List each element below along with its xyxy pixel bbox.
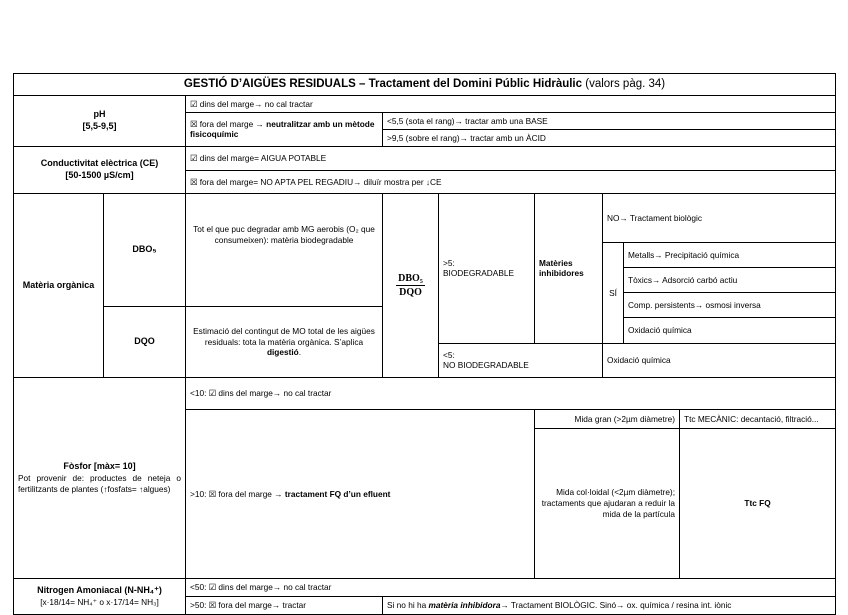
si-label: SÍ [603,242,624,343]
toxics-treatment: Tòxics→ Adsorció carbó actiu [624,267,836,292]
organic-label: Matèria orgànica [14,193,104,377]
ce-in-margin: ☑ dins del marge= AIGUA POTABLE [186,146,836,170]
title-ref: (valors pàg. 34) [585,78,666,90]
big-size: Mida gran (>2µm diàmetre) [535,409,680,428]
phosphorus-in-margin: <10: ☑ dins del marge→ no cal tractar [186,377,836,409]
ph-high: >9,5 (sobre el rang)→ tractar amb un ÀCID [383,129,836,146]
metals-treatment: Metalls→ Precipitació química [624,242,836,267]
ph-low: <5,5 (sota el rang)→ tractar amb una BASE [383,112,836,129]
nitrogen-in-margin: <50: ☑ dins del marge→ no cal tractar [186,579,836,597]
inhibitors-label: Matèries inhibidores [535,193,603,343]
dqo-label: DQO [104,306,186,377]
ph-in-margin: ☑ dins del marge→ no cal tractar [186,95,836,112]
phosphorus-label: Fòsfor [màx= 10] Pot provenir de: productes de neteja o fertilitzants de plantes (↑fosfats= ↑algues) [14,377,186,578]
oxidation-treatment: Oxidació química [624,317,836,343]
table-title [14,74,836,96]
ce-out-margin: ☒ fora del marge= NO APTA PEL REGADIU→ diluïr mostra per ↓CE [186,170,836,193]
ttc-fq-label: Ttc FQ [680,428,836,578]
wastewater-table [13,73,836,615]
big-size-treatment: Ttc MECÀNIC: decantació, filtració... [680,409,836,428]
title-row [14,74,836,96]
nitrogen-treatment: Si no hi ha matèria inhibidora→ Tractament BIOLÒGIC. Sinó→ ox. química / resina int. iònic [383,597,836,615]
ratio-formula: $\frac{\text{DBO₅}}{\text{DQO}}$ [383,193,439,377]
dqo-description: Estimació del contingut de MO total de les aigües residuals: tota la matèria orgànica. S’aplica digestió. [186,306,383,377]
ce-label: Conductivitat elèctrica (CE) [50-1500 µS/cm] [14,146,186,193]
no-inhibitors-treatment: NO→ Tractament biològic [603,193,836,242]
ph-out-margin: ☒ fora del marge → neutralitzar amb un mètode fisicoquímic [186,112,383,146]
dbo-description: Tot el que puc degradar amb MG aerobis (O₂ que consumeixen): matèria biodegradable [186,193,383,306]
colloidal-size: Mida col·loidal (<2µm diàmetre); tractaments que ajudaran a reduir la mida de la partícula [535,428,680,578]
biodegradable-cell: >5: BIODEGRADABLE [439,193,535,343]
nitrogen-out-margin: >50: ☒ fora del marge→ tractar [186,597,383,615]
persistent-treatment: Comp. persistents→ osmosi inversa [624,292,836,317]
non-biodegradable-treatment: Oxidació química [603,343,836,377]
nitrogen-label: Nitrogen Amoniacal (N-NH₄⁺) [x·18/14= NH₄⁺ o x·17/14= NH₃] [14,579,186,615]
dbo-label: DBO₅ [104,193,186,306]
ph-label: pH [5,5-9,5] [14,95,186,146]
title-main: GESTIÓ D’AIGÜES RESIDUALS – Tractament del Domini Públic Hidràulic [183,78,583,90]
non-biodegradable-cell: <5: NO BIODEGRADABLE [439,343,603,377]
phosphorus-out-margin: >10: ☒ fora del marge → tractament FQ d’un efluent [186,409,535,578]
